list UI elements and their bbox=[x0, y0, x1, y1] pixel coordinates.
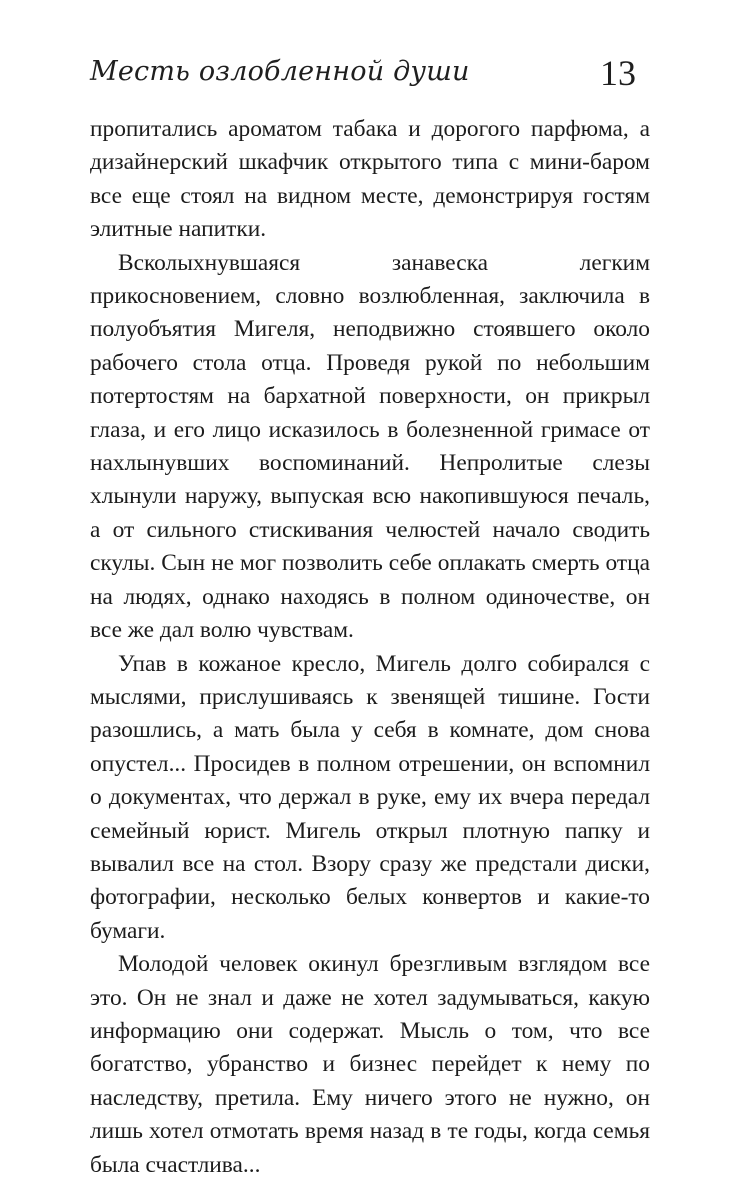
header-title: Месть озлобленной души bbox=[90, 56, 470, 87]
paragraph-continuation: пропитались ароматом табака и дорогого парфюма, а дизайнерский шкафчик открытого типа с мини-баром все еще стоял на видном месте, демонстрируя гостям элитные напитки. bbox=[90, 116, 650, 243]
paragraph: Молодой человек окинул брезгливым взглядом все это. Он не знал и даже не хотел задумываться, какую информацию они содержат. Мысль о том, что все богатство, убранство и бизнес перейдет к нему по наследству, претила. Ему ничего этого не нужно, он лишь хотел отмотать время назад в те годы, когда семья была счастлива... bbox=[90, 951, 650, 1178]
paragraph: Всколыхнувшаяся занавеска легким прикосновением, словно возлюбленная, заключила в полуобъятия Мигеля, неподвижно стоявшего около рабочего стола отца. Проведя рукой по небольшим потертостям на бархатной поверхности, он прикрыл глаза, и его лицо исказилось в болезненной гримасе от нахлынувших воспоминаний. Непролитые слезы хлынули наружу, выпуская всю накопившуюся печаль, а от сильного стискивания челюстей начало сводить скулы. Сын не мог позволить себе оплакать смерть отца на людях, однако находясь в полном одиночестве, он все же дал волю чувствам. bbox=[90, 249, 650, 644]
running-header bbox=[90, 52, 650, 102]
paragraph: Упав в кожаное кресло, Мигель долго собирался с мыслями, прислушиваясь к звенящей тишине. Гости разошлись, а мать была у себя в комнате, дом снова опустел... Просидев в полном отрешении, он вспомнил о документах, что держал в руке, ему их вчера передал семейный юрист. Мигель открыл плотную папку и вывалил все на стол. Взору сразу же предстали диски, фотографии, несколько белых конвертов и какие-то бумаги. bbox=[90, 650, 650, 944]
body-text bbox=[90, 113, 650, 1182]
page-number: 13 bbox=[600, 53, 636, 93]
